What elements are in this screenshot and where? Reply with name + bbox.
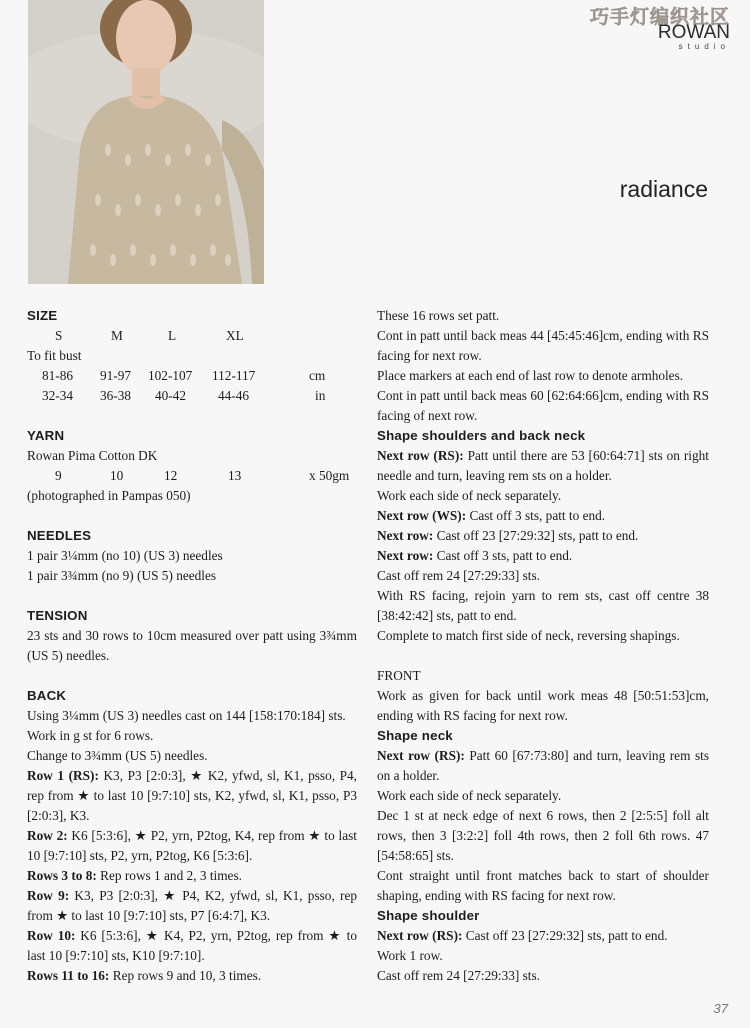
row-text: Cast off 23 [27:29:32] sts, patt to end. [462, 928, 668, 943]
back-cont-line: These 16 rows set patt. [377, 308, 500, 323]
watermark-text: 巧手灯编织社区 [589, 6, 730, 28]
pattern-row [377, 746, 709, 786]
tension-text: 23 sts and 30 rows to 10cm measured over patt using 3¾mm (US 5) needles. [27, 628, 357, 663]
left-column [27, 306, 357, 986]
yarn-amount: 9 [55, 468, 62, 483]
back-cont-line: Cont in patt until back meas 60 [62:64:66]cm, ending with RS facing of next row. [377, 388, 709, 423]
pattern-row [377, 626, 709, 646]
needle-item: 1 pair 3¾mm (no 9) (US 5) needles [27, 568, 217, 583]
row-text: With RS facing, rejoin yarn to rem sts, cast off centre 38 [38:42:42] sts, patt to end. [377, 588, 709, 623]
yarn-amount: 10 [110, 468, 124, 483]
row-text: Cast off rem 24 [27:29:33] sts. [377, 568, 540, 583]
row-text: Complete to match first side of neck, reversing shapings. [377, 628, 680, 643]
row-label: Next row: [377, 528, 434, 543]
size-row [27, 326, 357, 346]
model-photo [28, 0, 264, 284]
size-heading: SIZE [27, 308, 58, 323]
row-text: Patt 60 [67:73:80] and turn, leaving rem sts on a holder. [377, 748, 709, 783]
in-row [27, 386, 357, 406]
row-text: K6 [5:3:6], ★ K4, P2, yrn, P2tog, rep from ★ to last 10 [9:7:10] sts, K10 [9:7:10]. [27, 928, 357, 963]
pattern-row [377, 526, 709, 546]
row-text: K3, P3 [2:0:3], ★ P4, K2, yfwd, sl, K1, psso, rep from ★ to last 10 [9:7:10] sts, P7 [6:4:7], K3. [27, 888, 357, 923]
yarn-unit: x 50gm [309, 468, 350, 483]
pattern-row [377, 946, 709, 966]
back-cont-line: Place markers at each end of last row to denote armholes. [377, 368, 684, 383]
row-label: Next row (RS): [377, 928, 463, 943]
front-intro: Work as given for back until work meas 48 [50:51:53]cm, ending with RS facing for next row. [377, 688, 709, 723]
brand-logo: ROWAN [657, 22, 730, 43]
yarn-amount: 13 [228, 468, 242, 483]
row-text: Cast off 3 sts, patt to end. [466, 508, 606, 523]
pattern-row [27, 966, 357, 986]
back-cont-line: Cont in patt until back meas 44 [45:45:46]cm, ending with RS facing for next row. [377, 328, 709, 363]
row-label: Rows 3 to 8: [27, 868, 97, 883]
yarn-heading: YARN [27, 428, 65, 443]
row-text: K3, P3 [2:0:3], ★ K2, yfwd, sl, K1, psso, P4, rep from ★ to last 10 [9:7:10] sts, K2, yfwd, sl, K1, psso, P3 [2:0:3], K3. [27, 768, 357, 823]
back-instruction: Change to 3¾mm (US 5) needles. [27, 748, 208, 763]
row-label: Row 1 (RS): [27, 768, 99, 783]
pattern-row [377, 786, 709, 806]
in-value: 36-38 [100, 388, 132, 403]
shape-shoulders-heading: Shape shoulders and back neck [377, 428, 586, 443]
pattern-row [377, 966, 709, 986]
pattern-row [27, 866, 357, 886]
cm-value: 81-86 [42, 368, 74, 383]
shape-neck-heading: Shape neck [377, 728, 453, 743]
cm-value: 91-97 [100, 368, 132, 383]
yarn-amount: 12 [164, 468, 178, 483]
row-label: Row 2: [27, 828, 68, 843]
row-label: Row 10: [27, 928, 76, 943]
in-value: 32-34 [42, 388, 74, 403]
row-text: Dec 1 st at neck edge of next 6 rows, then 2 [2:5:5] foll alt rows, then 3 [3:2:2] foll 4th rows, then 2 foll 6th rows. 47 [54:58:65] sts. [377, 808, 709, 863]
brand-studio: studio [678, 42, 730, 51]
right-column [377, 306, 709, 986]
in-unit: in [315, 388, 326, 403]
row-label: Rows 11 to 16: [27, 968, 110, 983]
pattern-row [377, 586, 709, 626]
row-label: Row 9: [27, 888, 70, 903]
row-text: Rep rows 1 and 2, 3 times. [96, 868, 242, 883]
row-label: Next row: [377, 548, 434, 563]
size-label: S [55, 328, 63, 343]
back-instruction: Using 3¼mm (US 3) needles cast on 144 [158:170:184] sts. [27, 708, 346, 723]
pattern-row [377, 866, 709, 906]
pattern-row [377, 506, 709, 526]
row-text: Cast off rem 24 [27:29:33] sts. [377, 968, 540, 983]
page-number: 37 [713, 1001, 728, 1016]
cm-unit: cm [309, 368, 326, 383]
pattern-row [27, 826, 357, 866]
row-text: K6 [5:3:6], ★ P2, yrn, P2tog, K4, rep from ★ to last 10 [9:7:10] sts, P2, yrn, P2tog, K6 [5:3:6]. [27, 828, 357, 863]
row-label: Next row (RS): [377, 448, 464, 463]
pattern-row [377, 486, 709, 506]
pattern-row [377, 926, 709, 946]
cm-row [27, 366, 357, 386]
pattern-row [27, 766, 357, 826]
row-label: Next row (WS): [377, 508, 467, 523]
row-text: Cast off 3 sts, patt to end. [433, 548, 573, 563]
row-text: Patt until there are 53 [60:64:71] sts on right needle and turn, leaving rem sts on a holder. [377, 448, 709, 483]
yarn-amounts-row [27, 466, 357, 486]
needles-heading: NEEDLES [27, 528, 92, 543]
size-label: M [111, 328, 123, 343]
size-label: XL [226, 328, 244, 343]
row-text: Cont straight until front matches back to start of shoulder shaping, ending with RS facing for next row. [377, 868, 709, 903]
shape-shoulder-heading: Shape shoulder [377, 908, 480, 923]
row-text: Work 1 row. [377, 948, 443, 963]
cm-value: 102-107 [148, 368, 193, 383]
row-label: Next row (RS): [377, 748, 465, 763]
row-text: Work each side of neck separately. [377, 788, 562, 803]
row-text: Cast off 23 [27:29:32] sts, patt to end. [433, 528, 639, 543]
brand-watermark [590, 6, 730, 51]
pattern-row [27, 926, 357, 966]
in-value: 40-42 [155, 388, 187, 403]
back-heading: BACK [27, 688, 67, 703]
tension-heading: TENSION [27, 608, 88, 623]
pattern-row [377, 806, 709, 866]
pattern-row [377, 446, 709, 486]
pattern-row [377, 566, 709, 586]
pattern-row [27, 886, 357, 926]
yarn-note: (photographed in Pampas 050) [27, 488, 191, 503]
yarn-name: Rowan Pima Cotton DK [27, 448, 158, 463]
front-heading: FRONT [377, 668, 421, 683]
row-text: Work each side of neck separately. [377, 488, 562, 503]
pattern-title: radiance [619, 176, 708, 202]
needle-item: 1 pair 3¼mm (no 10) (US 3) needles [27, 548, 223, 563]
size-label: L [168, 328, 177, 343]
back-instruction: Work in g st for 6 rows. [27, 728, 154, 743]
row-text: Rep rows 9 and 10, 3 times. [109, 968, 262, 983]
in-value: 44-46 [218, 388, 250, 403]
pattern-row [377, 546, 709, 566]
fit-label: To fit bust [27, 348, 82, 363]
cm-value: 112-117 [212, 368, 256, 383]
